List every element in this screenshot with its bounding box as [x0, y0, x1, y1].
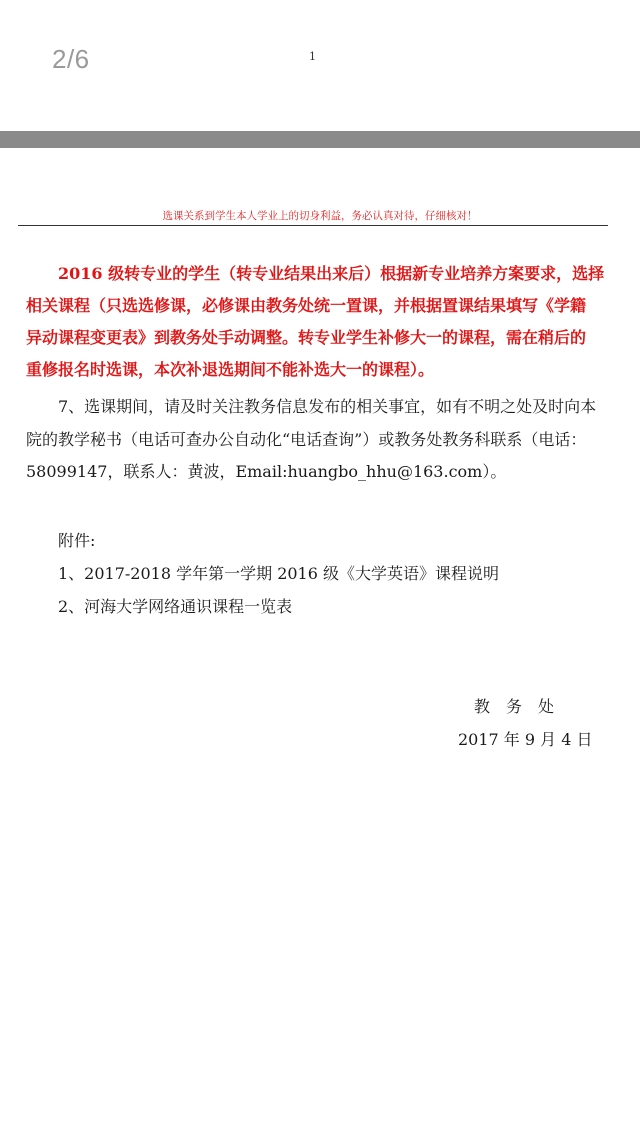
attachment-item: 1、2017-2018 学年第一学期 2016 级《大学英语》课程说明: [58, 564, 500, 583]
red-paragraph-line: 异动课程变更表》到教务处手动调整。转专业学生补修大一的课程，需在稍后的: [26, 328, 587, 347]
item7-line: 7、选课期间，请及时关注教务信息发布的相关事宜，如有不明之处及时向本: [58, 397, 597, 416]
red-paragraph-line: 相关课程（只选选修课，必修课由教务处统一置课，并根据置课结果填写《学籍: [26, 296, 587, 315]
item7-line: 院的教学秘书（电话可查办公自动化“电话查询”）或教务处教务科联系（电话：: [26, 430, 587, 449]
red-paragraph-line: 2016 级转专业的学生（转专业结果出来后）根据新专业培养方案要求，选择: [58, 264, 605, 283]
page-number: 1: [309, 50, 316, 63]
header-note: 选课关系到学生本人学业上的切身利益，务必认真对待，仔细核对！: [162, 210, 478, 222]
header-rule: [18, 225, 608, 226]
attachments-label: 附件:: [58, 531, 96, 550]
item7-line: 58099147，联系人：黄波，Email:huangbo_hhu@163.com）。: [26, 462, 507, 481]
document-date: 2017 年 9 月 4 日: [458, 730, 593, 749]
red-paragraph-line: 重修报名时选课，本次补退选期间不能补选大一的课程）。: [26, 360, 435, 379]
attachment-item: 2、河海大学网络通识课程一览表: [58, 597, 293, 616]
signature: 教 务 处: [474, 697, 555, 716]
page-indicator: 2/6: [52, 44, 90, 74]
page-divider: [0, 131, 640, 148]
